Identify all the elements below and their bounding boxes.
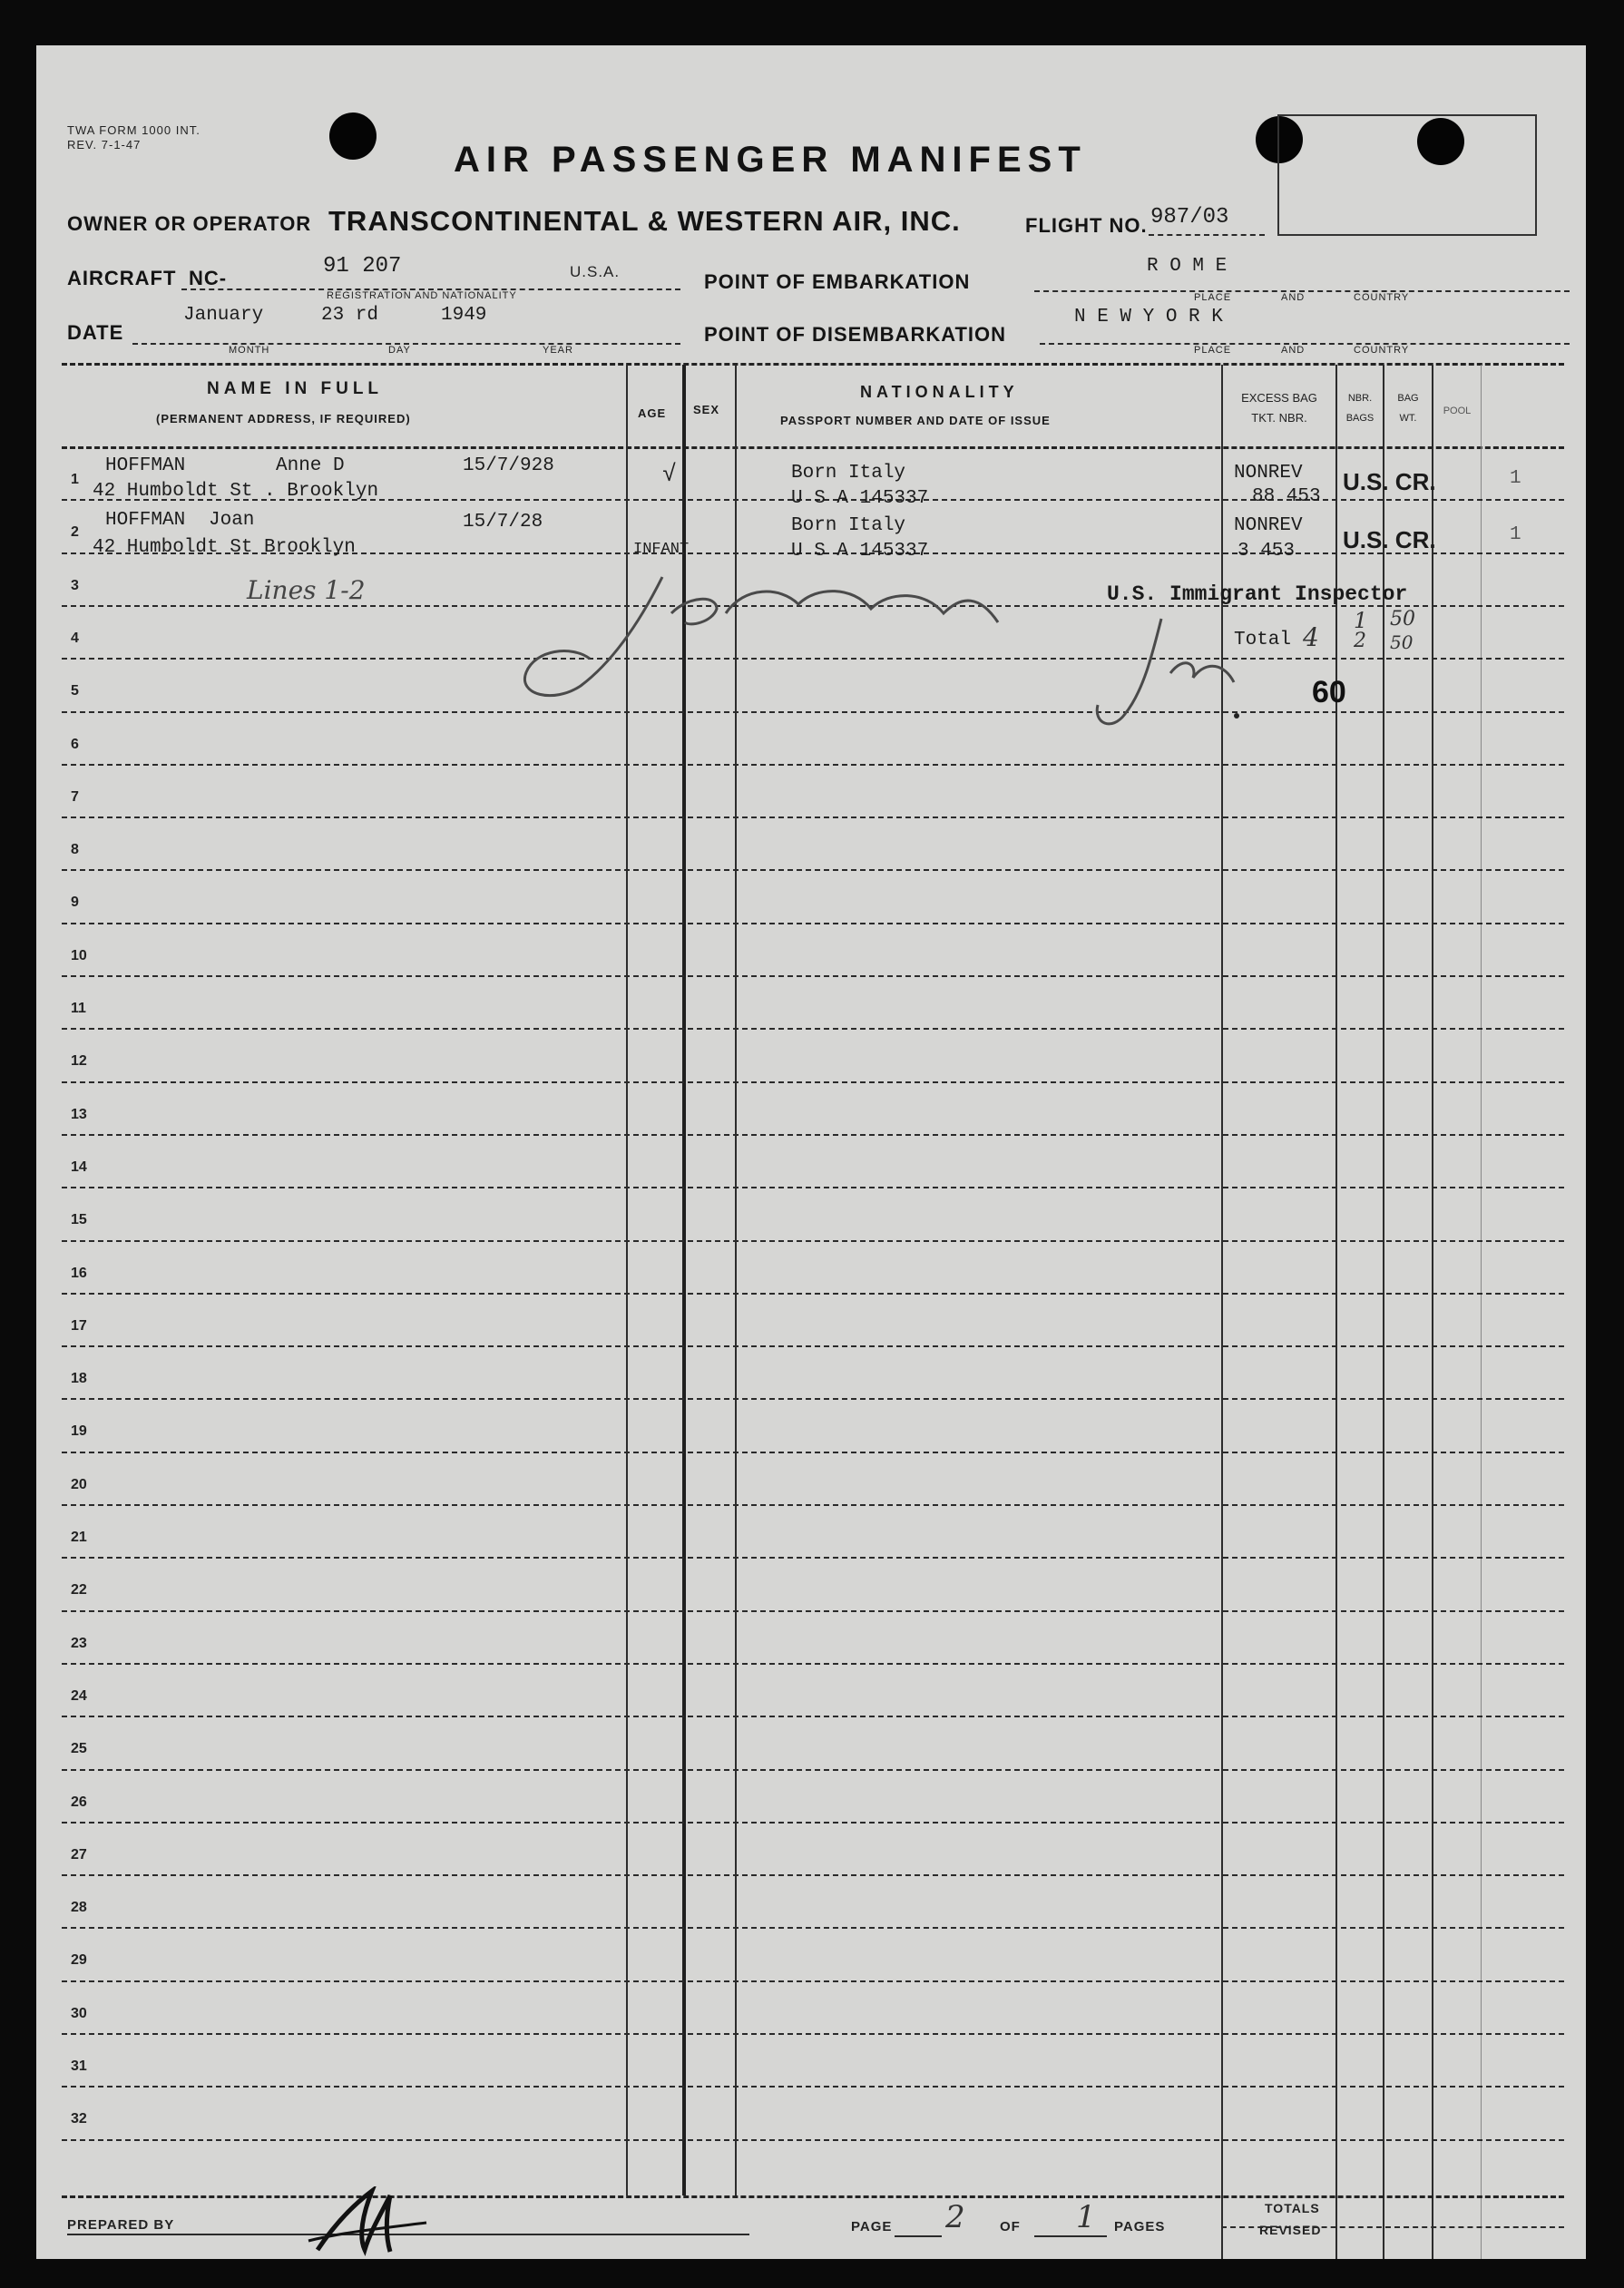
passenger-2-bag-ticket: 3 453 <box>1238 541 1296 562</box>
col-sex-header: SEX <box>693 403 720 416</box>
year-caption: YEAR <box>543 345 573 356</box>
table-row <box>62 816 1564 818</box>
table-row <box>62 1134 1564 1136</box>
form-code: TWA FORM 1000 INT. <box>67 123 201 137</box>
row-number: 13 <box>71 1107 87 1122</box>
disembark-country-caption: COUNTRY <box>1354 345 1410 356</box>
passenger-1-address: 42 Humboldt St . Brooklyn <box>93 481 379 502</box>
passenger-2-passport-ref: 15/7/28 <box>463 512 543 533</box>
row-number: 10 <box>71 948 87 963</box>
table-header-bottom <box>62 446 1564 449</box>
table-row <box>62 1769 1564 1771</box>
sixty-value: 60 <box>1312 675 1346 709</box>
row-number: 19 <box>71 1423 87 1439</box>
of-label: OF <box>1000 2219 1021 2234</box>
table-top-border <box>62 363 1564 366</box>
bags-label: BAGS <box>1345 413 1375 424</box>
aircraft-country: U.S.A. <box>570 263 621 280</box>
col-pool-header: POOL <box>1443 406 1472 416</box>
excess-bag-sublabel: TKT. NBR. <box>1251 411 1307 425</box>
page-underline <box>895 2235 942 2237</box>
passenger-2-age: INFANT <box>633 541 690 558</box>
wt-total-2: 50 <box>1390 631 1414 653</box>
col-divider-nbr-wt <box>1383 365 1384 2259</box>
table-row <box>62 1610 1564 1612</box>
row-number: 9 <box>71 895 79 910</box>
nbr-label: NBR. <box>1347 393 1373 404</box>
table-row <box>62 869 1564 871</box>
row-number: 1 <box>71 472 79 487</box>
passenger-1-pool: 1 <box>1510 468 1521 489</box>
table-row <box>62 1874 1564 1876</box>
registration-caption: REGISTRATION AND NATIONALITY <box>327 290 517 301</box>
row-number: 26 <box>71 1794 87 1810</box>
handwritten-lines-note: Lines 1-2 <box>247 575 366 605</box>
form-title: AIR PASSENGER MANIFEST <box>454 140 1087 180</box>
owner-label: OWNER OR OPERATOR <box>67 212 312 235</box>
date-month: January <box>183 305 264 326</box>
passenger-2-passport: U S A 145337 <box>791 541 929 562</box>
bag-label: BAG <box>1397 393 1419 404</box>
row-number: 3 <box>71 578 79 593</box>
row-number: 22 <box>71 1582 87 1598</box>
row-number: 15 <box>71 1212 87 1227</box>
col-excess-bag-header <box>1223 388 1335 428</box>
table-row <box>62 923 1564 924</box>
passenger-2-address: 42 Humboldt St Brooklyn <box>93 537 356 558</box>
date-day: 23 rd <box>321 305 379 326</box>
embark-country-caption: COUNTRY <box>1354 292 1410 303</box>
embark-and-caption: AND <box>1281 292 1306 303</box>
passenger-1-surname: HOFFMAN <box>105 455 186 476</box>
excess-bag-label: EXCESS BAG <box>1241 391 1317 405</box>
embark-value: R O M E <box>1147 256 1228 277</box>
wt-total: 50 <box>1390 608 1415 631</box>
row-number: 11 <box>71 1001 86 1016</box>
passenger-2-nationality: Born Italy <box>791 515 906 536</box>
disembark-label: POINT OF DISEMBARKATION <box>704 323 1007 346</box>
table-row <box>62 1980 1564 1982</box>
table-row <box>62 1822 1564 1824</box>
disembark-place-caption: PLACE <box>1194 345 1232 356</box>
passenger-1-age: √ <box>662 461 677 488</box>
passenger-1-given: Anne D <box>276 455 345 476</box>
flight-underline <box>1149 234 1265 236</box>
col-divider-wt-pool <box>1432 365 1433 2259</box>
table-row <box>62 1240 1564 1242</box>
totals-label: TOTALS <box>1265 2201 1320 2215</box>
row-number: 29 <box>71 1952 87 1968</box>
table-row <box>62 1663 1564 1665</box>
passenger-1-customs-stamp: U.S. CR. <box>1343 468 1436 495</box>
embark-label: POINT OF EMBARKATION <box>704 270 971 293</box>
form-revision: REV. 7-1-47 <box>67 138 142 152</box>
aircraft-label: AIRCRAFT <box>67 267 177 289</box>
passenger-1-bag-ticket: 88 453 <box>1252 486 1321 507</box>
inspector-signature <box>508 559 1016 722</box>
table-row <box>62 764 1564 766</box>
col-divider-excess-nbr <box>1335 365 1337 2259</box>
aircraft-prefix: NC- <box>189 267 228 289</box>
row-number: 7 <box>71 789 79 805</box>
passenger-2-given: Joan <box>209 510 255 531</box>
row-number: 24 <box>71 1688 87 1704</box>
row-number: 4 <box>71 631 79 646</box>
dot-mark <box>1234 713 1239 719</box>
preparer-signature <box>299 2186 435 2257</box>
col-divider-pool-end <box>1481 365 1482 2259</box>
table-row <box>62 1557 1564 1559</box>
revised-label: REVISED <box>1259 2223 1322 2237</box>
passenger-2-excess-bag: NONREV <box>1234 515 1303 536</box>
prepared-by-label: PREPARED BY <box>67 2217 175 2233</box>
date-label: DATE <box>67 321 124 344</box>
of-value: 1 <box>1076 2199 1096 2235</box>
col-nationality-header: NATIONALITY <box>860 383 1019 401</box>
row-number: 17 <box>71 1318 87 1334</box>
table-row <box>62 1345 1564 1347</box>
col-name-subheader: (PERMANENT ADDRESS, IF REQUIRED) <box>156 412 411 425</box>
col-name-header: NAME IN FULL <box>207 379 384 398</box>
day-caption: DAY <box>388 345 411 356</box>
wt-label: WT. <box>1399 413 1417 424</box>
passenger-1-nationality: Born Italy <box>791 463 906 484</box>
col-nationality-subheader: PASSPORT NUMBER AND DATE OF ISSUE <box>780 414 1051 427</box>
row-number: 20 <box>71 1477 87 1492</box>
col-nbr-bags-header <box>1337 388 1383 428</box>
row-number: 12 <box>71 1053 87 1069</box>
row-number: 2 <box>71 524 79 540</box>
passenger-2-surname: HOFFMAN <box>105 510 186 531</box>
row-number: 21 <box>71 1530 87 1545</box>
row-number: 5 <box>71 683 79 699</box>
customs-box <box>1277 114 1537 236</box>
row-number: 28 <box>71 1900 87 1915</box>
row-number: 8 <box>71 842 79 857</box>
month-caption: MONTH <box>229 345 270 356</box>
inspector-initials <box>1089 610 1243 737</box>
disembark-value: N E W Y O R K <box>1074 307 1223 328</box>
table-row <box>62 2139 1564 2141</box>
table-row <box>62 975 1564 977</box>
table-row <box>62 2086 1564 2088</box>
table-row <box>62 1081 1564 1083</box>
owner-value: TRANSCONTINENTAL & WESTERN AIR, INC. <box>328 205 961 237</box>
col-bag-wt-header <box>1384 388 1432 428</box>
table-row <box>62 1504 1564 1506</box>
footer-top-border <box>62 2195 1564 2198</box>
col-age-header: AGE <box>638 406 667 420</box>
table-row <box>62 1452 1564 1453</box>
row-number: 31 <box>71 2058 87 2074</box>
total-label: Total <box>1234 630 1292 650</box>
bags-total: 1 <box>1354 608 1368 633</box>
row-number: 14 <box>71 1159 87 1175</box>
flight-label: FLIGHT NO. <box>1025 214 1148 237</box>
row-number: 25 <box>71 1741 87 1756</box>
manifest-sheet <box>36 45 1586 2259</box>
table-row <box>62 1927 1564 1929</box>
row-number: 16 <box>71 1266 87 1281</box>
passenger-1-passport-ref: 15/7/928 <box>463 455 554 476</box>
flight-value: 987/03 <box>1150 205 1229 230</box>
row-number: 18 <box>71 1371 87 1386</box>
row-number: 6 <box>71 737 79 752</box>
passenger-1-passport: U S A 145337 <box>791 488 929 509</box>
passenger-2-pool: 1 <box>1510 524 1521 545</box>
disembark-and-caption: AND <box>1281 345 1306 356</box>
page-value: 2 <box>945 2199 965 2235</box>
passenger-2-customs-stamp: U.S. CR. <box>1343 526 1436 553</box>
passenger-1-excess-bag: NONREV <box>1234 463 1303 484</box>
punch-hole-left <box>329 112 377 160</box>
table-row <box>62 1293 1564 1295</box>
table-row <box>62 1398 1564 1400</box>
table-row <box>62 2033 1564 2035</box>
row-number: 27 <box>71 1847 87 1863</box>
pages-label: PAGES <box>1114 2219 1166 2234</box>
page-label: PAGE <box>851 2219 893 2234</box>
total-value: 4 <box>1303 622 1319 652</box>
table-row <box>62 1187 1564 1188</box>
inspector-stamp: U.S. Immigrant Inspector <box>1107 582 1408 606</box>
row-number: 32 <box>71 2111 87 2127</box>
row-number: 30 <box>71 2006 87 2021</box>
table-row <box>62 1028 1564 1030</box>
aircraft-value: 91 207 <box>323 254 402 279</box>
table-row <box>62 1716 1564 1717</box>
of-underline <box>1034 2235 1107 2237</box>
embark-place-caption: PLACE <box>1194 292 1232 303</box>
date-year: 1949 <box>441 305 487 326</box>
row-number: 23 <box>71 1636 87 1651</box>
bags-total-2: 2 <box>1354 630 1366 652</box>
